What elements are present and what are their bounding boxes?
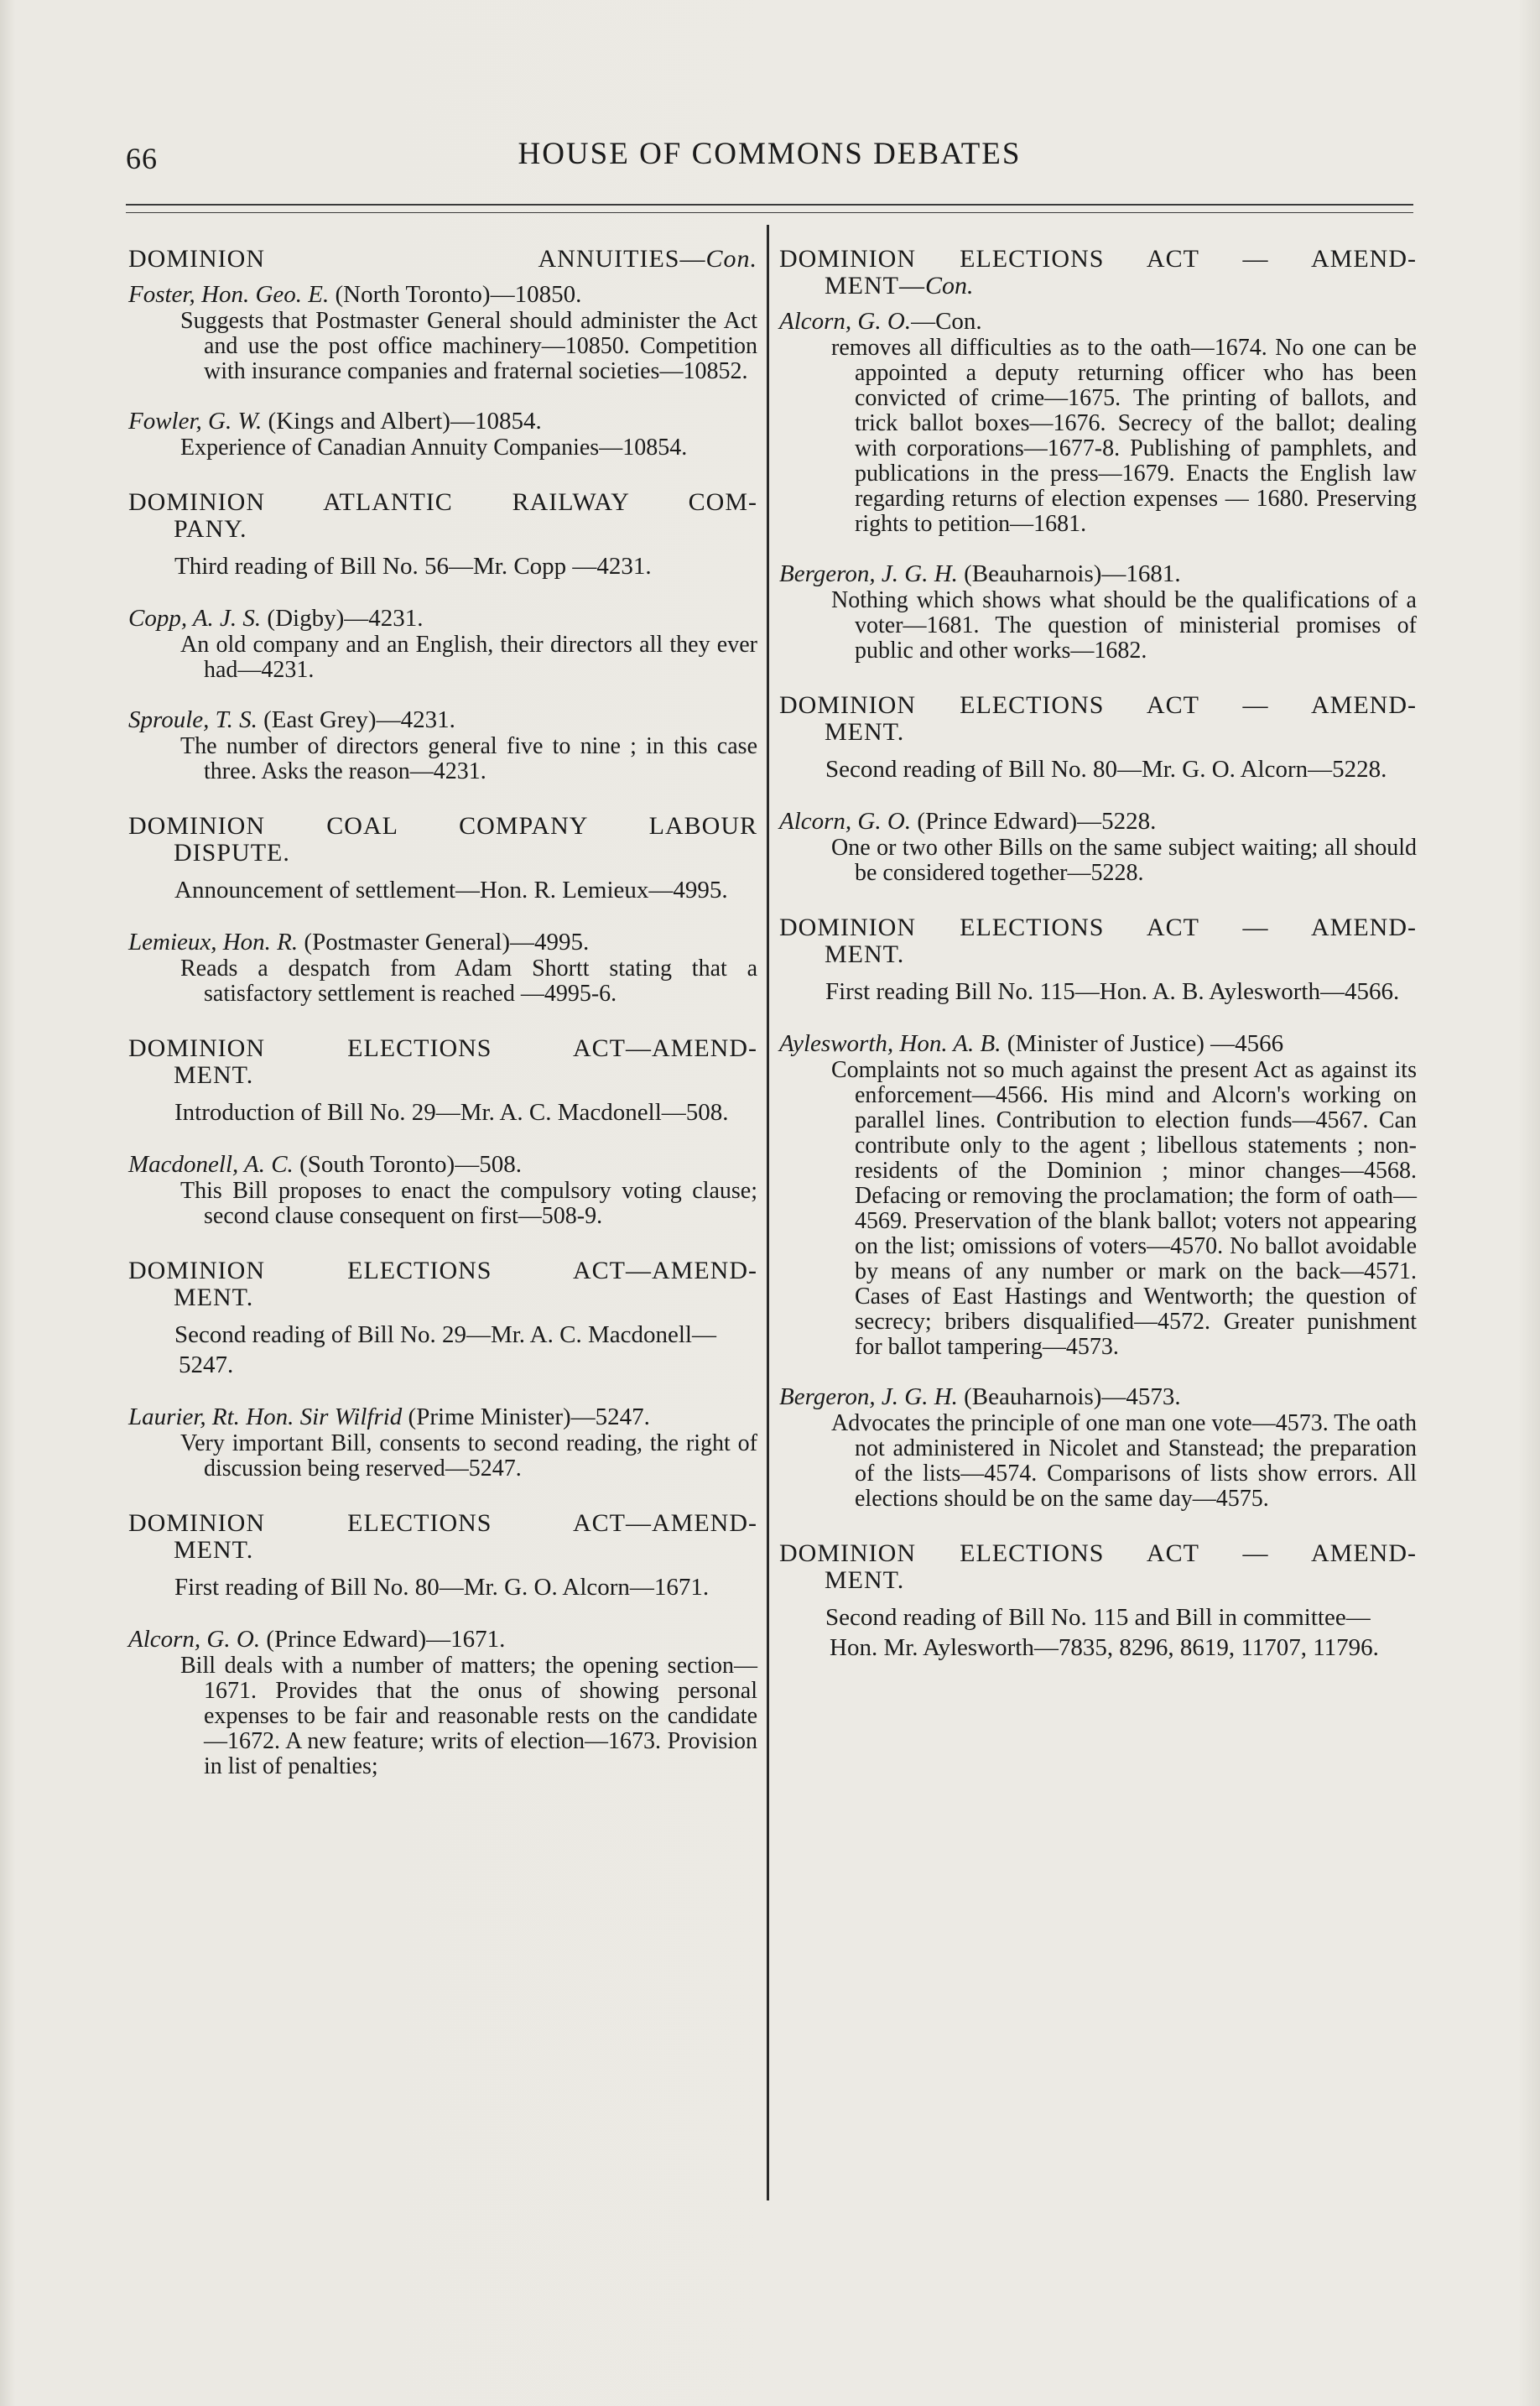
speaker-name: Laurier, Rt. Hon. Sir Wilfrid <box>128 1404 403 1430</box>
bill-reading-note: First reading of Bill No. 80—Mr. G. O. Alcorn—1671. <box>174 1574 710 1601</box>
section-heading-continued <box>128 516 757 543</box>
heading-cont-text: MENT. <box>825 940 905 968</box>
header-rule <box>126 204 1413 206</box>
heading-text: DOMINION ELECTIONS ACT — AMEND- <box>779 245 1417 273</box>
index-section <box>779 692 1417 886</box>
section-heading <box>128 246 757 273</box>
speaker-detail: (Beauharnois)—4573. <box>957 1383 1181 1410</box>
speaker-summary: Complaints not so much against the present Act as against its enforcement—4566. His mind and Alcorn's working on parallel lines. Contribution to election funds—4567. Can contribute only to the agent ; libellous statements ; non-residents of the Dominion ; minor changes—4568. Defacing or removing the proclamation; the form of oath—4569. Preservation of the blank ballot; voters not appearing on the list; omissions of voters—4570. No ballot avoidable by means of any number or mark on the back—4571. Cases of East Hastings and Wentworth; the question of secrecy; bribers disqualified—4572. Greater punishment for ballot tampering—4573. <box>831 1057 1417 1360</box>
section-heading-continued <box>128 840 757 867</box>
section-heading-continued <box>128 1537 757 1564</box>
speaker-entry <box>128 281 757 384</box>
heading-text: DOMINION ELECTIONS ACT—AMEND- <box>128 1257 757 1284</box>
speaker-name: Foster, Hon. Geo. E. <box>128 281 330 308</box>
right-column <box>779 246 1417 1691</box>
speaker-entry <box>128 1404 757 1482</box>
speaker-name: Macdonell, A. C. <box>128 1151 294 1178</box>
speaker-entry <box>128 1626 757 1779</box>
speaker-entry <box>779 560 1417 664</box>
speaker-name: Sproule, T. S. <box>128 706 258 733</box>
speaker-detail: (Prince Edward)—5228. <box>911 808 1157 835</box>
speaker-name: Lemieux, Hon. R. <box>128 929 299 956</box>
heading-cont-text: MENT. <box>825 718 905 746</box>
speaker-entry <box>128 1151 757 1229</box>
speaker-entry <box>779 1383 1417 1512</box>
heading-text: DOMINION ANNUITIES— <box>128 245 706 273</box>
speaker-line <box>128 706 757 734</box>
index-section <box>128 489 757 784</box>
bill-reading-note: Third reading of Bill No. 56—Mr. Copp —4231. <box>174 553 652 580</box>
speaker-line <box>779 1030 1417 1058</box>
speaker-summary: Bill deals with a number of matters; the opening section—1671. Provides that the onus of showing personal expenses to be fair and reasonable rests on the candidate—1672. A new feature; writs of election—1673. Provision in list of penalties; <box>180 1653 757 1779</box>
bill-reading-note: Second reading of Bill No. 80—Mr. G. O. Alcorn—5228. <box>825 756 1387 783</box>
page-header <box>126 126 1413 185</box>
bill-reading-note: Second reading of Bill No. 29—Mr. A. C. Macdonell—5247. <box>174 1321 716 1378</box>
section-heading <box>128 489 757 516</box>
speaker-summary: Nothing which shows what should be the qualifications of a voter—1681. The question of ministerial promises of public and other works—1682. <box>831 587 1417 664</box>
section-heading-continued <box>779 719 1417 746</box>
speaker-detail: (Minister of Justice) —4566 <box>1001 1030 1284 1057</box>
speaker-name: Aylesworth, Hon. A. B. <box>779 1030 1002 1057</box>
speaker-detail: (Kings and Albert)—10854. <box>262 408 542 435</box>
index-section <box>779 914 1417 1512</box>
column-divider <box>767 225 769 2200</box>
heading-text: DOMINION ELECTIONS ACT — AMEND- <box>779 914 1417 941</box>
section-heading-continued <box>779 941 1417 968</box>
section-heading <box>779 692 1417 719</box>
speaker-summary: Reads a despatch from Adam Shortt stating that a satisfactory settlement is reached —4995-6. <box>180 956 757 1007</box>
section-heading-continued <box>128 1284 757 1311</box>
header-rule-thin <box>126 212 1413 213</box>
speaker-summary: Advocates the principle of one man one vote—4573. The oath not administered in Nicolet and Stanstead; the preparation of the lists—4574. Comparisons of lists show errors. All elections should be on the same day—4575. <box>831 1410 1417 1512</box>
speaker-summary: Very important Bill, consents to second reading, the right of discussion being reserved—5247. <box>180 1430 757 1482</box>
section-heading <box>779 246 1417 273</box>
bill-reading-note: Second reading of Bill No. 115 and Bill in committee—Hon. Mr. Aylesworth—7835, 8296, 8619, 11707, 11796. <box>825 1604 1379 1661</box>
speaker-summary: An old company and an English, their directors all they ever had—4231. <box>180 632 757 683</box>
bill-reading-note: Introduction of Bill No. 29—Mr. A. C. Macdonell—508. <box>174 1099 729 1126</box>
section-heading <box>128 1510 757 1537</box>
heading-cont-text: MENT— <box>825 272 925 299</box>
speaker-line <box>779 560 1417 588</box>
speaker-name: Bergeron, J. G. H. <box>779 1383 958 1410</box>
section-heading <box>128 1258 757 1284</box>
left-column <box>128 246 757 1808</box>
section-heading-continued <box>779 1567 1417 1594</box>
speaker-line <box>128 605 757 633</box>
speaker-summary: The number of directors general five to nine ; in this case three. Asks the reason—4231. <box>180 733 757 784</box>
speaker-name: Fowler, G. W. <box>128 408 263 435</box>
speaker-name: Alcorn, G. O. <box>128 1626 261 1653</box>
speaker-name: Alcorn, G. O. <box>779 308 912 335</box>
running-title: HOUSE OF COMMONS DEBATES <box>518 137 1022 171</box>
speaker-line <box>128 1404 757 1431</box>
section-heading <box>128 1035 757 1062</box>
speaker-name: Bergeron, J. G. H. <box>779 560 958 587</box>
speaker-detail: (Prince Edward)—1671. <box>260 1626 506 1653</box>
speaker-line <box>128 929 757 956</box>
heading-cont-text: DISPUTE. <box>174 839 290 867</box>
heading-text: DOMINION ELECTIONS ACT — AMEND- <box>779 1539 1417 1567</box>
speaker-entry <box>128 408 757 461</box>
section-heading <box>779 914 1417 941</box>
index-section <box>128 1035 757 1229</box>
section-heading <box>779 1540 1417 1567</box>
speaker-detail: (East Grey)—4231. <box>257 706 455 733</box>
index-section <box>128 1510 757 1779</box>
speaker-entry <box>128 929 757 1007</box>
heading-cont-text: MENT. <box>174 1284 254 1311</box>
section-heading-continued <box>128 1062 757 1089</box>
speaker-line <box>128 1151 757 1179</box>
speaker-name: Alcorn, G. O. <box>779 808 912 835</box>
index-section <box>779 246 1417 664</box>
heading-cont-text: PANY. <box>174 515 247 543</box>
speaker-entry <box>128 605 757 683</box>
speaker-detail: (North Toronto)—10850. <box>329 281 582 308</box>
heading-text: DOMINION ELECTIONS ACT—AMEND- <box>128 1509 757 1537</box>
heading-text: DOMINION ATLANTIC RAILWAY COM- <box>128 488 757 516</box>
speaker-detail: (South Toronto)—508. <box>293 1151 522 1178</box>
heading-cont-text: MENT. <box>174 1061 254 1089</box>
bill-reading-note: Announcement of settlement—Hon. R. Lemieux—4995. <box>174 877 728 904</box>
heading-text: DOMINION ELECTIONS ACT—AMEND- <box>128 1034 757 1062</box>
speaker-summary: One or two other Bills on the same subject waiting; all should be considered together—5228. <box>831 835 1417 886</box>
speaker-entry <box>779 308 1417 537</box>
heading-cont-suffix: Con. <box>925 272 974 299</box>
speaker-summary: removes all difficulties as to the oath—1674. No one can be appointed a deputy returning officer who has been convicted of crime—1675. The printing of ballots, and trick ballot boxes—1676. Secrecy of the ballot; dealing with corporations—1677-8. Publishing of pamphlets, and publications in the press—1679. Enacts the English law regarding returns of election expenses — 1680. Preserving rights to petition—1681. <box>831 335 1417 537</box>
speaker-entry <box>128 706 757 784</box>
heading-suffix: Con. <box>705 245 757 273</box>
index-section <box>128 813 757 1007</box>
speaker-summary: Suggests that Postmaster General should administer the Act and use the post office machinery—10850. Competition with insurance companies and fraternal societies—10852. <box>180 308 757 384</box>
index-section <box>779 1540 1417 1663</box>
index-section <box>128 246 757 461</box>
heading-cont-text: MENT. <box>825 1566 905 1594</box>
speaker-detail: (Prime Minister)—5247. <box>402 1404 650 1430</box>
speaker-detail: (Beauharnois)—1681. <box>957 560 1181 587</box>
speaker-entry <box>779 808 1417 886</box>
speaker-name: Copp, A. J. S. <box>128 605 262 632</box>
speaker-summary: Experience of Canadian Annuity Companies—10854. <box>180 435 688 461</box>
section-heading-continued <box>779 273 1417 299</box>
section-heading <box>128 813 757 840</box>
speaker-detail: (Digby)—4231. <box>261 605 424 632</box>
speaker-line <box>128 281 757 309</box>
page-number: 66 <box>126 142 158 175</box>
speaker-line <box>779 308 1417 336</box>
heading-text: DOMINION ELECTIONS ACT — AMEND- <box>779 691 1417 719</box>
heading-cont-text: MENT. <box>174 1536 254 1564</box>
speaker-summary: This Bill proposes to enact the compulsory voting clause; second clause consequent on first—508-9. <box>180 1178 757 1229</box>
speaker-line <box>128 1626 757 1653</box>
heading-text: DOMINION COAL COMPANY LABOUR <box>128 812 757 840</box>
bill-reading-note: First reading Bill No. 115—Hon. A. B. Aylesworth—4566. <box>825 978 1400 1005</box>
speaker-line <box>128 408 757 435</box>
speaker-entry <box>779 1030 1417 1360</box>
speaker-line <box>779 1383 1417 1411</box>
index-section <box>128 1258 757 1482</box>
speaker-line <box>779 808 1417 836</box>
speaker-detail: (Postmaster General)—4995. <box>298 929 590 956</box>
speaker-detail: —Con. <box>911 308 982 335</box>
